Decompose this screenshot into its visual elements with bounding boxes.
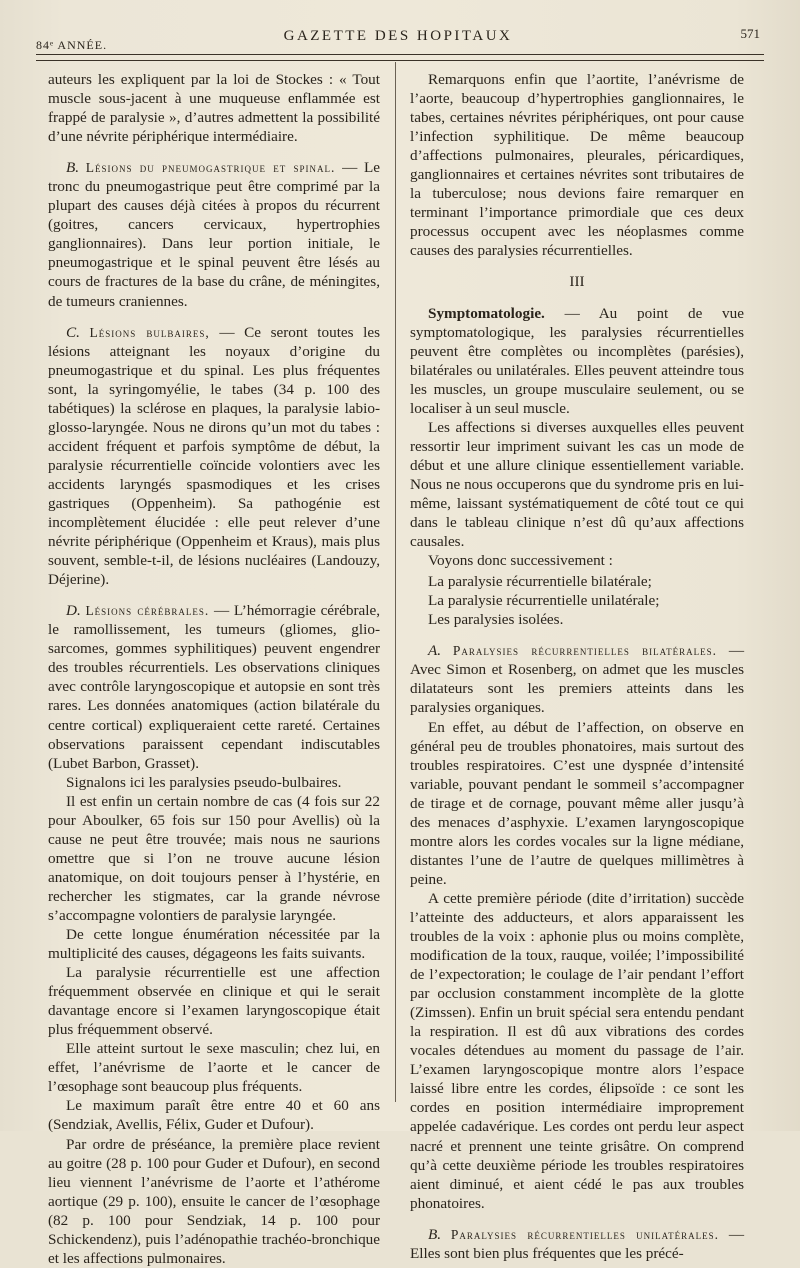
section-heading: Symptomatologie.	[428, 304, 545, 322]
right-column	[410, 70, 744, 1263]
paragraph: Signalons ici les paralysies pseudo-bulbaires.	[66, 773, 342, 791]
journal-title: GAZETTE DES HOPITAUX	[283, 28, 513, 44]
paragraph: En effet, au début de l’affection, on observe en général peu de troubles phonatoires, mais surtout des troubles respiratoires. C’est une dyspnée d’intensité variable, pouvant pendant le sommeil s’accompagner de tirage et de cornage, pouvant même aller jusqu’à des menaces d’asphyxie. L’examen laryngoscopique montre alors les cordes vocales sur la ligne médiane, distantes l’une de l’autre de quelques millimètres à peine.	[410, 718, 744, 888]
column-divider	[395, 62, 396, 1102]
paragraph: Elle atteint surtout le sexe masculin; chez lui, en effet, l’anévrisme de l’aorte et le cancer de l’œsophage sont beaucoup plus fréquents.	[48, 1040, 380, 1096]
paragraph: Voyons donc successivement :	[428, 552, 613, 570]
page-number: 571	[740, 26, 760, 41]
section-D	[48, 601, 380, 772]
section-letter: D.	[66, 602, 81, 620]
section-letter: B.	[66, 159, 80, 177]
page-header	[36, 26, 760, 52]
section-B	[48, 158, 380, 310]
paralysis-list	[410, 572, 744, 629]
header-rule-top	[36, 54, 764, 55]
symptomatology-paragraph	[410, 304, 744, 418]
section-text: — Elles sont bien plus fréquentes que les précé-	[410, 1225, 745, 1262]
list-item: Les paralysies isolées.	[428, 611, 564, 629]
paragraph: Remarquons enfin que l’aortite, l’anévrisme de l’aorte, beaucoup d’hypertrophies ganglionnaires, le tabes, certaines névrites périphériques, ont pour cause l’infection syphilitique. De même beaucoup d’affections pulmonaires, pleurales, péricardiques, ganglionnaires et certaines névrites sont tributaires de la tuberculose; nous devions faire remarquer en terminant l’importance primordiale que ces deux processus occupent avec les néoplasmes comme causes des paralysies récurrentielles.	[410, 71, 744, 260]
list-item: La paralysie récurrentielle unilatérale;	[428, 592, 660, 610]
paragraph: auteurs les expliquent par la loi de Stockes : « Tout muscle sous-jacent à une muqueuse enflammée est frappé de paralysie », d’autres admettent la possibilité d’une névrite périphérique intermédiaire.	[48, 71, 380, 146]
section-letter: B.	[428, 1225, 442, 1243]
paragraph: A cette première période (dite d’irritation) succède l’atteinte des adducteurs, et alors apparaissent les troubles de la voix : aphonie plus ou moins complète, modification de la toux, rauque, voilée; l’impossibilité de l’expectoration; le coulage de l’air pendant l’effort par occlusion constamment incomplète de la glotte (Zimssen). Enfin un bruit spécial sera entendu pendant la respiration. Il est dû aux vibrations des cordes vocales détendues au moment du passage de l’air. L’examen laryngoscopique montre alors l’espace laissé libre entre les cordes, élipsoïde : ce sont les cordes en position intermédiaire improprement appelée cadavérique. Les cordes ont perdu leur aspect nacré et prennent une teinte grisâtre. On comprend qu’à cette deuxième période les troubles respiratoires aient diminué, et aient cédé le pas aux troubles phonatoires.	[410, 889, 744, 1212]
section-heading: Lésions du pneumogastrique et spinal.	[85, 160, 336, 176]
section-heading: Paralysies récurrentielles bilatérales.	[452, 643, 718, 659]
section-text: — L’hémorragie cérébrale, le ramollissement, les tumeurs (gliomes, glio-sarcomes, gommes syphilitiques) peuvent engendrer des troubles récurrentiels. Les observations cliniques avec contrôle laryngoscopique et autopsie en sont très rares. Les données anatomiques (action bilatérale du centre cortical) expliqueraient cette rareté. Certaines observations paraissent cependant indiscutables (Lubet Barbon, Grasset).	[48, 602, 380, 772]
section-letter: A.	[428, 642, 442, 660]
section-letter: C.	[66, 323, 80, 341]
section-heading: Lésions bulbaires,	[89, 324, 210, 340]
list-item: La paralysie récurrentielle bilatérale;	[428, 573, 652, 591]
section-A	[410, 641, 744, 717]
paragraph: La paralysie récurrentielle est une affection fréquemment observée en clinique et qui le serait davantage encore si l’examen laryngoscopique était plus fréquemment observé.	[48, 964, 380, 1039]
section-number: III	[569, 273, 585, 291]
paragraph: Les affections si diverses auxquelles elles peuvent ressortir leur impriment suivant les cas un mode de début et une allure clinique essentiellement variable. Nous ne nous occuperons que du syndrome pris en lui-même, laissant systématiquement de côté tout ce qui dans le tableau clinique n’est dû qu’aux affections causales.	[410, 418, 744, 551]
left-column	[48, 70, 380, 1268]
section-B-right	[410, 1225, 744, 1263]
section-text: — Ce seront toutes les lésions atteignant les noyaux d’origine du pneumogastrique et du spinal. Les plus fréquentes sont, la syringomyélie, le tabes (34 p. 100 des tabétiques) la sclérose en plaques, la paralysie labio-glosso-laryngée. Nous ne dirons qu’un mot du tabes : accident fréquent et parfois symptôme de début, la paralysie récurrentielle coïncide volontiers avec les accidents laryngés spasmodiques et les crises gastriques (Oppenheim). Sa pathogénie est incomplètement élucidée : elle peut relever d’une névrite périphérique (Oppenheim et Kraus), mais plus souvent, semble-t-il, de lésions nucléaires (Landouzy, Déjerine).	[48, 323, 381, 589]
paragraph: Il est enfin un certain nombre de cas (4 fois sur 22 pour Aboulker, 65 fois sur 150 pour Avellis) où la cause ne peut être trouvée; mais nous ne saurions omettre que si l’on ne trouve aucune lésion anatomique, on doit toujours penser à l’hystérie, en rechercher les stigmates, car la grande névrose s’accompagne volontiers de paralysie laryngée.	[48, 792, 380, 924]
section-heading: Paralysies récurrentielles unilatérales.	[450, 1226, 720, 1242]
section-text: — Avec Simon et Rosenberg, on admet que les muscles dilatateurs sont les premiers atteints dans les paralysies organiques.	[410, 642, 745, 717]
paragraph: De cette longue énumération nécessitée par la multiplicité des causes, dégageons les faits suivants.	[48, 926, 380, 963]
paragraph: Par ordre de préséance, la première place revient au goitre (28 p. 100 pour Guder et Dufour), en second lieu viennent l’anévrisme de l’aorte et l’athérome aortique (29 p. 100), ensuite le cancer de l’œsophage (82 p. 100 pour Sendziak, 14 p. 100 pour Schickendenz), puis l’adénopathie trachéo-bronchique et les affections pulmonaires.	[48, 1135, 380, 1267]
section-text: — Au point de vue symptomatologique, les paralysies récurrentielles peuvent être complètes ou incomplètes (parésies), bilatérales ou unilatérales. Elles peuvent atteindre tous les muscles, un groupe musculaire seulement, ou se localiser à un seul muscle.	[410, 304, 744, 417]
section-text: — Le tronc du pneumogastrique peut être comprimé par la plupart des causes déjà citées à propos du récurrent (goitres, cancers cervicaux, hypertrophies ganglionnaires). Dans leur portion initiale, le pneumogastrique et le spinal peuvent être lésés au cours de fractures de la base du crâne, de méningites, de tumeurs craniennes.	[48, 159, 380, 310]
section-C	[48, 323, 380, 590]
section-heading: Lésions cérébrales.	[85, 603, 210, 619]
issue-label: 84ᵉ ANNÉE.	[36, 38, 108, 52]
paragraph: Le maximum paraît être entre 40 et 60 ans (Sendziak, Avellis, Félix, Guder et Dufour).	[48, 1097, 380, 1134]
header-rule-bottom	[36, 60, 764, 61]
